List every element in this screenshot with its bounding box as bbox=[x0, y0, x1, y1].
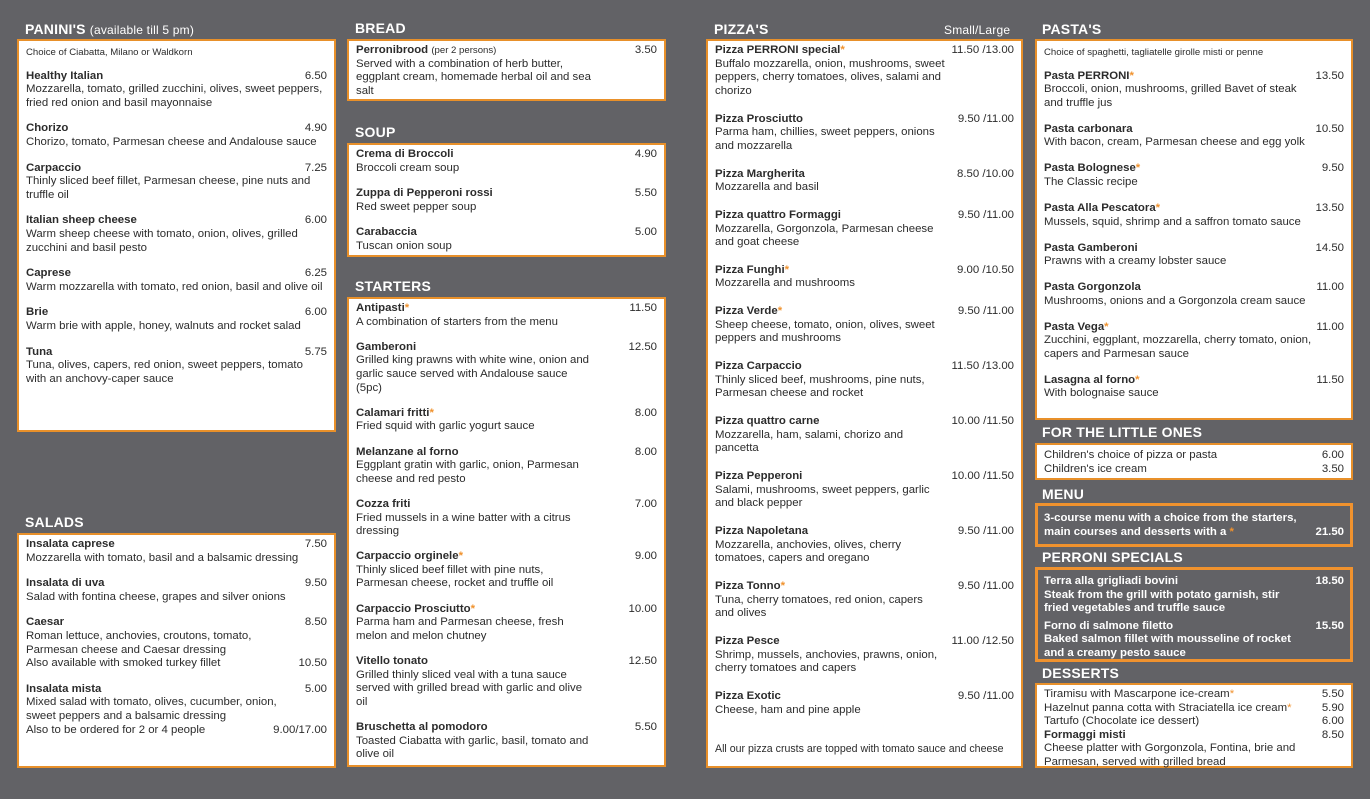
item-description: Mussels, squid, shrimp and a saffron tomato sauce bbox=[1044, 215, 1301, 228]
item-price: 11.50 /13.00 bbox=[951, 44, 1014, 56]
item-price: 11.00 /12.50 bbox=[951, 635, 1014, 648]
item-price: 10.00 /11.50 bbox=[951, 415, 1014, 428]
item-description: Fried mussels in a wine batter with a citrus dressing bbox=[356, 511, 571, 538]
item-description: Thinly sliced beef fillet, Parmesan cheese, pine nuts and truffle oil bbox=[26, 175, 311, 201]
special-item: Forno di salmone filetto Baked salmon fillet with mousseline of rocket and a creamy pesto sauce 15.50 bbox=[1044, 619, 1344, 659]
little-ones-row: Children's choice of pizza or pasta 6.00 bbox=[1044, 449, 1344, 461]
item-price: 13.50 bbox=[1315, 69, 1344, 82]
specials-section-title: PERRONI SPECIALS bbox=[1042, 549, 1183, 565]
item-description: Mixed salad with tomato, olives, cucumber, onion, sweet peppers and a balsamic dressing bbox=[26, 696, 277, 722]
pastas-item bbox=[1044, 123, 1344, 150]
item-price: 11.50 bbox=[1316, 373, 1344, 386]
item-price: 9.50 /11.00 bbox=[957, 112, 1014, 125]
item-description: Zucchini, eggplant, mozzarella, cherry tomato, onion, capers and Parmesan sauce bbox=[1044, 334, 1312, 360]
item-name: Zuppa di Pepperoni rossi bbox=[356, 187, 493, 200]
starters-item bbox=[356, 498, 657, 539]
item-price: 10.00 bbox=[628, 602, 657, 615]
item-description: Fried squid with garlic yogurt sauce bbox=[356, 420, 535, 433]
dessert-formaggi: Formaggi misti Cheese platter with Gorgonzola, Fontina, brie and Parmesan, served with grilled bread 8.50 bbox=[1044, 728, 1344, 768]
menu-price: 21.50 bbox=[1315, 526, 1344, 538]
item-name: Pasta Bolognese* bbox=[1044, 162, 1141, 175]
pizzas-item bbox=[715, 525, 1014, 566]
special-item: Terra alla grigliadi bovini Steak from the grill with potato garnish, stir fried vegetables and truffle sauce 18.50 bbox=[1044, 575, 1344, 615]
item-name: Carpaccio bbox=[26, 161, 82, 174]
starters-item bbox=[356, 341, 657, 395]
item-description: Broccoli cream soup bbox=[356, 161, 460, 174]
starters-item bbox=[356, 721, 657, 762]
item-description: Mozzarella with tomato, basil and a balsamic dressing bbox=[26, 551, 299, 564]
item-price: 9.50 /11.00 bbox=[957, 305, 1014, 318]
item-name: Pizza Pepperoni bbox=[715, 470, 803, 483]
item-name: Chorizo bbox=[26, 122, 69, 135]
starters-item bbox=[356, 446, 657, 487]
item-price: 9.00 /10.50 bbox=[956, 263, 1014, 276]
menu-section-title: MENU bbox=[1042, 486, 1085, 502]
item-name: Cozza friti bbox=[356, 497, 411, 510]
starters-item bbox=[356, 407, 657, 434]
item-name: Carpaccio Prosciutto* bbox=[356, 602, 476, 615]
item-price: 7.00 bbox=[634, 497, 657, 510]
bread-item bbox=[356, 44, 657, 98]
item-price: 8.50 bbox=[304, 616, 327, 629]
item-description: Red sweet pepper soup bbox=[356, 200, 477, 213]
item-description: Mozzarella and mushrooms bbox=[715, 277, 855, 290]
pizzas-item bbox=[715, 690, 1014, 717]
item-price: 7.25 bbox=[304, 161, 327, 174]
item-price: 6.00 bbox=[304, 214, 327, 227]
item-price: 9.50 /11.00 bbox=[957, 525, 1014, 538]
item-description: Prawns with a creamy lobster sauce bbox=[1044, 255, 1227, 268]
item-description: Buffalo mozzarella, onion, mushrooms, sweet peppers, cherry tomatoes, olives, salami and chorizo bbox=[715, 57, 945, 97]
salads-item bbox=[26, 538, 327, 565]
pizzas-section-title: PIZZA'S bbox=[714, 21, 769, 37]
salads-item bbox=[26, 616, 327, 670]
item-description: Grilled thinly sliced veal with a tuna sauce served with grilled bread with garlic and olive oil bbox=[356, 668, 583, 708]
bread-box bbox=[347, 39, 666, 101]
item-name: Pasta Gorgonzola bbox=[1044, 281, 1141, 294]
item-name: Pizza Tonno* bbox=[715, 580, 786, 593]
item-price: 3.50 bbox=[634, 44, 657, 56]
soup-section-title: SOUP bbox=[355, 124, 396, 140]
specials-box bbox=[1035, 567, 1353, 662]
item-description: Mozzarella, Gorgonzola, Parmesan cheese and goat cheese bbox=[715, 222, 934, 249]
panini-item bbox=[26, 162, 327, 203]
item-price: 5.75 bbox=[304, 345, 327, 358]
item-description: Chorizo, tomato, Parmesan cheese and Andalouse sauce bbox=[26, 135, 317, 148]
item-price: 7.50 bbox=[304, 538, 327, 550]
item-price: 13.50 bbox=[1315, 201, 1344, 214]
salads-item bbox=[26, 683, 327, 737]
pizzas-item bbox=[715, 44, 1014, 98]
item-extra-price: 10.50 bbox=[298, 657, 327, 670]
item-description: Mozzarella, ham, salami, chorizo and pancetta bbox=[715, 428, 904, 455]
pastas-item bbox=[1044, 202, 1344, 229]
item-name: Pizza quattro Formaggi bbox=[715, 208, 841, 221]
item-description: Tuna, cherry tomatoes, red onion, capers and olives bbox=[715, 593, 923, 620]
item-price: 4.90 bbox=[634, 148, 657, 160]
pizzas-item bbox=[715, 360, 1014, 401]
item-price: 10.00 /11.50 bbox=[951, 470, 1014, 483]
item-price: 9.50 bbox=[1321, 162, 1344, 175]
little-ones-section-title: FOR THE LITTLE ONES bbox=[1042, 424, 1203, 440]
item-name: Pizza Prosciutto bbox=[715, 112, 803, 125]
item-price: 9.00 bbox=[634, 550, 657, 563]
item-name: Pasta PERRONI* bbox=[1044, 69, 1134, 82]
item-price: 11.50 bbox=[629, 302, 657, 314]
item-name: Italian sheep cheese bbox=[26, 214, 137, 227]
item-description: Warm mozzarella with tomato, red onion, basil and olive oil bbox=[26, 280, 323, 293]
item-description: Mozzarella, tomato, grilled zucchini, olives, sweet peppers, fried red onion and basil mayonnaise bbox=[26, 83, 323, 109]
item-description: Roman lettuce, anchovies, croutons, tomato, Parmesan cheese and Caesar dressing bbox=[26, 629, 252, 656]
item-description: Warm sheep cheese with tomato, onion, olives, grilled zucchini and basil pesto bbox=[26, 227, 298, 254]
item-price: 5.00 bbox=[634, 226, 657, 239]
item-price: 9.50 /11.00 bbox=[957, 690, 1014, 703]
pastas-item bbox=[1044, 321, 1344, 362]
item-name: Brie bbox=[26, 306, 49, 319]
pastas-item bbox=[1044, 242, 1344, 269]
item-price: 12.50 bbox=[628, 340, 657, 353]
item-name: Pizza Verde* bbox=[715, 305, 783, 318]
little-ones-box bbox=[1035, 443, 1353, 480]
item-name: Pizza Funghi* bbox=[715, 263, 790, 276]
item-description: Sheep cheese, tomato, onion, olives, sweet peppers and mushrooms bbox=[715, 318, 935, 345]
item-description: Salami, mushrooms, sweet peppers, garlic and black pepper bbox=[715, 483, 930, 510]
item-description: Shrimp, mussels, anchovies, prawns, onion, cherry tomatoes and capers bbox=[715, 648, 938, 675]
soup-box bbox=[347, 143, 666, 257]
item-extra: Also available with smoked turkey fillet 10.50 bbox=[26, 657, 327, 670]
pastas-item bbox=[1044, 162, 1344, 189]
pizzas-box bbox=[706, 39, 1023, 768]
panini-item bbox=[26, 267, 327, 294]
item-name: Pasta Alla Pescatora* bbox=[1044, 201, 1161, 214]
item-description: The Classic recipe bbox=[1044, 175, 1138, 188]
panini-section-title: PANINI'S (available till 5 pm) bbox=[25, 21, 195, 37]
item-description: Mozzarella, anchovies, olives, cherry tomatoes, capers and oregano bbox=[715, 538, 902, 565]
panini-item bbox=[26, 122, 327, 149]
item-name: Bruschetta al pomodoro bbox=[356, 721, 488, 733]
starters-box bbox=[347, 297, 666, 767]
item-description: Salad with fontina cheese, grapes and silver onions bbox=[26, 590, 286, 603]
pizzas-size-label: Small/Large bbox=[944, 23, 1011, 37]
item-name: Pizza Napoletana bbox=[715, 525, 809, 538]
dessert-row: Tiramisu with Mascarpone ice-cream* 5.50 bbox=[1044, 688, 1344, 700]
item-price: 10.50 bbox=[1315, 122, 1344, 135]
item-name: Caesar bbox=[26, 616, 64, 629]
desserts-section-title: DESSERTS bbox=[1042, 665, 1120, 681]
item-description: Eggplant gratin with garlic, onion, Parmesan cheese and red pesto bbox=[356, 459, 579, 485]
item-price: 8.50 /10.00 bbox=[956, 167, 1014, 180]
salads-item bbox=[26, 577, 327, 604]
pastas-item bbox=[1044, 281, 1344, 308]
item-price: 9.50 /11.00 bbox=[957, 208, 1014, 221]
item-price: 9.50 bbox=[304, 577, 327, 590]
pizzas-item bbox=[715, 415, 1014, 456]
item-description: Parma ham, chillies, sweet peppers, onions and mozzarella bbox=[715, 126, 935, 152]
item-description: Mozzarella and basil bbox=[715, 181, 819, 194]
item-description: Parma ham and Parmesan cheese, fresh melon and melon chutney bbox=[356, 616, 564, 642]
item-price: 11.50 /13.00 bbox=[951, 360, 1014, 373]
pastas-item bbox=[1044, 374, 1344, 401]
starters-item bbox=[356, 603, 657, 644]
item-extra: Also to be ordered for 2 or 4 people 9.00/17.00 bbox=[26, 723, 327, 736]
item-name: Pasta carbonara bbox=[1044, 122, 1133, 135]
item-name: Pasta Gamberoni bbox=[1044, 241, 1138, 254]
item-name: Healthy Italian bbox=[26, 69, 104, 82]
item-description: A combination of starters from the menu bbox=[356, 315, 558, 328]
menu-box bbox=[1035, 503, 1353, 547]
item-name: Insalata caprese bbox=[26, 538, 115, 550]
item-price: 8.00 bbox=[634, 445, 657, 458]
item-name: Insalata di uva bbox=[26, 577, 105, 590]
item-price: 4.90 bbox=[304, 122, 327, 135]
pizzas-item bbox=[715, 209, 1014, 250]
item-price: 8.00 bbox=[634, 406, 657, 419]
item-description: With bacon, cream, Parmesan cheese and egg yolk bbox=[1044, 136, 1305, 149]
item-name: Tuna bbox=[26, 345, 53, 358]
soup-item bbox=[356, 148, 657, 175]
item-name: Pizza Exotic bbox=[715, 690, 781, 703]
item-price: 11.00 bbox=[1316, 281, 1344, 294]
item-name: Pizza Carpaccio bbox=[715, 360, 802, 373]
item-name: Pizza PERRONI special* bbox=[715, 44, 845, 56]
soup-item bbox=[356, 226, 657, 253]
item-name: Pizza Pesce bbox=[715, 635, 780, 648]
item-name: Vitello tonato bbox=[356, 655, 428, 668]
pizzas-item bbox=[715, 264, 1014, 291]
pizzas-item bbox=[715, 470, 1014, 511]
special-price: 15.50 bbox=[1315, 619, 1344, 632]
item-description: Tuna, olives, capers, red onion, sweet peppers, tomato with an anchovy-caper sauce bbox=[26, 359, 303, 385]
item-price: 14.50 bbox=[1315, 241, 1344, 254]
item-price: 6.00 bbox=[304, 306, 327, 319]
little-ones-row: Children's ice cream 3.50 bbox=[1044, 462, 1344, 475]
pizzas-item bbox=[715, 580, 1014, 621]
item-price: 11.00 bbox=[1316, 320, 1344, 333]
item-description: Served with a combination of herb butter, eggplant cream, homemade herbal oil and sea salt bbox=[356, 57, 591, 97]
desserts-box bbox=[1035, 683, 1353, 768]
item-name: Gamberoni bbox=[356, 340, 417, 353]
dessert-row: Tartufo (Chocolate ice dessert) 6.00 bbox=[1044, 715, 1344, 728]
pastas-item bbox=[1044, 70, 1344, 111]
item-description: Grilled king prawns with white wine, onion and garlic sauce served with Andalouse sauce (5pc) bbox=[356, 354, 589, 394]
starters-item bbox=[356, 302, 657, 329]
item-price: 5.00 bbox=[304, 682, 327, 695]
pizzas-item bbox=[715, 113, 1014, 154]
menu-offer: 3-course menu with a choice from the starters, main courses and desserts with a * 21.50 bbox=[1044, 512, 1344, 538]
pastas-note: Choice of spaghetti, tagliatelle girolle misti or penne bbox=[1044, 47, 1264, 58]
item-price: 5.50 bbox=[634, 187, 657, 200]
item-description: Cheese, ham and pine apple bbox=[715, 703, 861, 716]
bread-section-title: BREAD bbox=[355, 20, 406, 36]
item-name: Insalata mista bbox=[26, 682, 102, 695]
starters-item bbox=[356, 550, 657, 591]
pastas-section-title: PASTA'S bbox=[1042, 21, 1102, 37]
panini-box bbox=[17, 39, 336, 432]
pizzas-item bbox=[715, 305, 1014, 346]
item-name: Pizza quattro carne bbox=[715, 415, 820, 428]
item-description: Warm brie with apple, honey, walnuts and rocket salad bbox=[26, 319, 301, 332]
item-description: Toasted Ciabatta with garlic, basil, tomato and olive oil bbox=[356, 734, 589, 761]
item-name: Carpaccio orginele* bbox=[356, 550, 463, 563]
salads-section-title: SALADS bbox=[25, 514, 84, 530]
item-price: 5.50 bbox=[634, 721, 657, 733]
soup-item bbox=[356, 187, 657, 214]
item-price: 6.25 bbox=[304, 267, 327, 280]
item-name: Carabaccia bbox=[356, 226, 417, 239]
panini-item bbox=[26, 214, 327, 255]
item-name: Crema di Broccoli bbox=[356, 148, 454, 160]
item-name: Lasagna al forno* bbox=[1044, 373, 1140, 386]
item-price: 6.50 bbox=[304, 69, 327, 82]
pizza-footnote: All our pizza crusts are topped with tomato sauce and cheese bbox=[715, 743, 1004, 756]
item-price: 12.50 bbox=[628, 655, 657, 668]
panini-item bbox=[26, 346, 327, 387]
salads-box bbox=[17, 533, 336, 768]
starters-section-title: STARTERS bbox=[355, 278, 432, 294]
item-description: Thinly sliced beef fillet with pine nuts, Parmesan cheese, rocket and truffle oil bbox=[356, 563, 554, 590]
panini-item bbox=[26, 306, 327, 333]
item-price: 9.50 /11.00 bbox=[957, 580, 1014, 593]
item-name: Perronibrood (per 2 persons) bbox=[356, 44, 497, 56]
pizzas-item bbox=[715, 168, 1014, 195]
pastas-box bbox=[1035, 39, 1353, 420]
item-name: Pasta Vega* bbox=[1044, 320, 1109, 333]
item-name: Antipasti* bbox=[356, 302, 410, 314]
item-description: Broccoli, onion, mushrooms, grilled Bavet of steak and truffle jus bbox=[1044, 83, 1297, 109]
panini-note: Choice of Ciabatta, Milano or Waldkorn bbox=[26, 47, 193, 58]
panini-item bbox=[26, 70, 327, 111]
dessert-row: Hazelnut panna cotta with Straciatella ice cream* 5.90 bbox=[1044, 701, 1344, 714]
item-name: Pizza Margherita bbox=[715, 167, 805, 180]
item-description: With bolognaise sauce bbox=[1044, 387, 1159, 400]
item-description: Thinly sliced beef, mushrooms, pine nuts, Parmesan cheese and rocket bbox=[715, 373, 925, 400]
item-extra-price: 9.00/17.00 bbox=[273, 723, 327, 736]
special-price: 18.50 bbox=[1315, 575, 1344, 587]
item-name: Calamari fritti* bbox=[356, 406, 434, 419]
item-description: Tuscan onion soup bbox=[356, 239, 452, 252]
item-description: Mushrooms, onions and a Gorgonzola cream sauce bbox=[1044, 294, 1306, 307]
starters-item bbox=[356, 655, 657, 709]
pizzas-item bbox=[715, 635, 1014, 676]
item-name: Melanzane al forno bbox=[356, 445, 459, 458]
item-name: Caprese bbox=[26, 267, 71, 280]
